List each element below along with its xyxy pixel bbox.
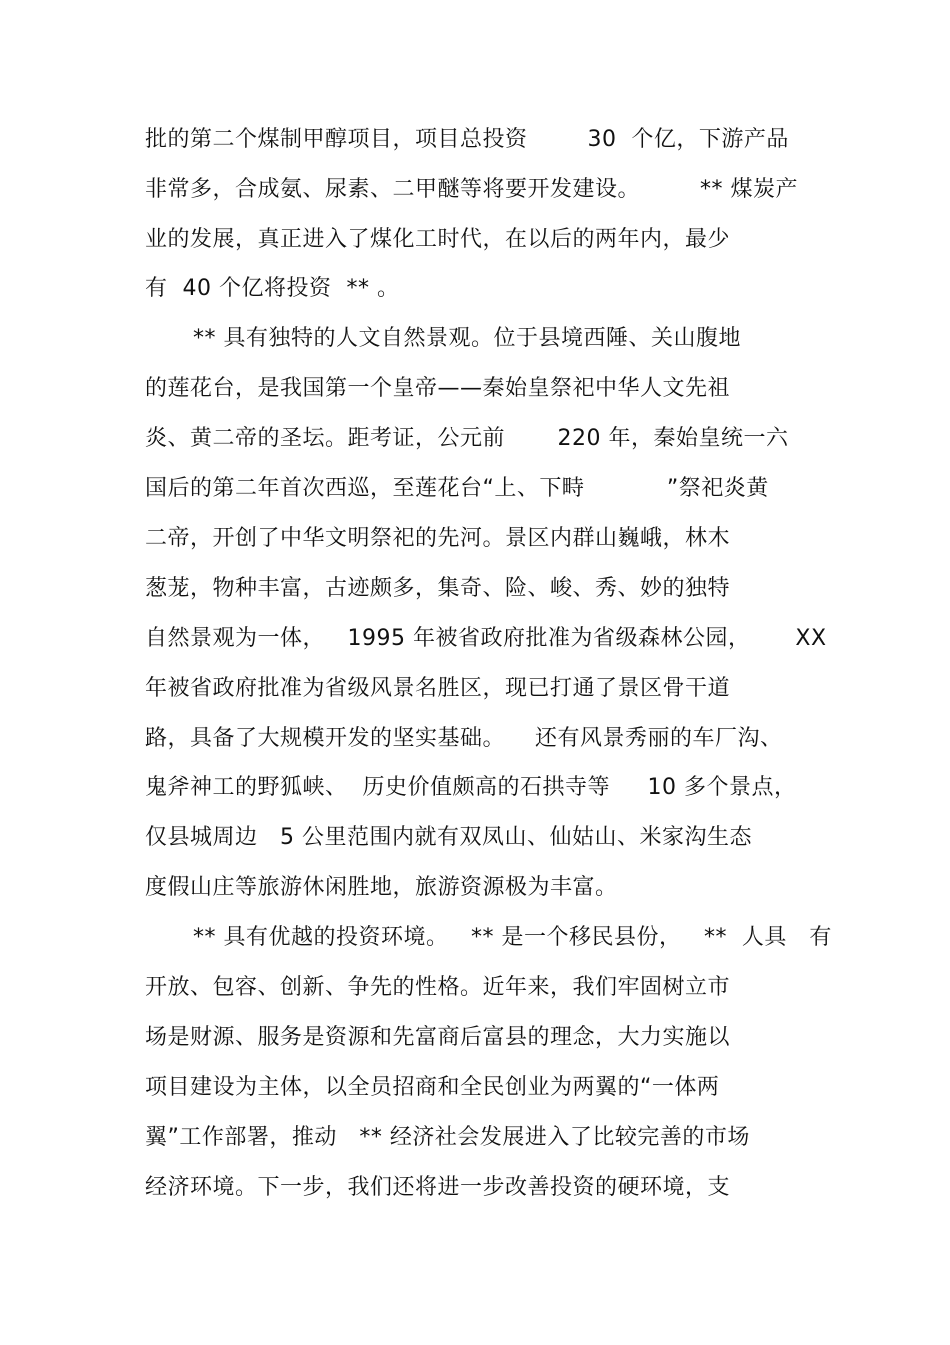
text-line: 经济环境。下一步，我们还将进一步改善投资的硬环境，支 — [145, 1175, 731, 1200]
text-line: 度假山庄等旅游休闲胜地，旅游资源极为丰富。 — [145, 875, 618, 900]
text-line: 的莲花台，是我国第一个皇帝——秦始皇祭祀中华人文先祖 — [145, 376, 731, 401]
text-line: 批的第二个煤制甲醇项目，项目总投资 30 个亿，下游产品 — [145, 127, 789, 152]
text-line: 炎、黄二帝的圣坛。距考证，公元前 220 年，秦始皇统一六 — [145, 426, 789, 451]
text-line: 有 40 个亿将投资 ** 。 — [145, 276, 400, 301]
text-line: 年被省政府批准为省级风景名胜区，现已打通了景区骨干道 — [145, 676, 731, 701]
text-line: 鬼斧神工的野狐峡、 历史价值颇高的石拱寺等 10 多个景点， — [145, 775, 797, 800]
text-line: 翼”工作部署，推动 ** 经济社会发展进入了比较完善的市场 — [145, 1125, 750, 1150]
text-line: 自然景观为一体， 1995 年被省政府批准为省级森林公园， XX — [145, 626, 827, 651]
text-line: 业的发展，真正进入了煤化工时代，在以后的两年内，最少 — [145, 227, 731, 252]
text-line: 路，具备了大规模开发的坚实基础。 还有风景秀丽的车厂沟、 — [145, 726, 783, 751]
text-line: 国后的第二年首次西巡，至莲花台“上、下畤 ”祭祀炎黄 — [145, 476, 769, 501]
text-line: 场是财源、服务是资源和先富商后富县的理念，大力实施以 — [145, 1025, 731, 1050]
text-line: 仅县城周边 5 公里范围内就有双凤山、仙姑山、米家沟生态 — [145, 825, 752, 850]
paragraph-start-line: ** 具有优越的投资环境。 ** 是一个移民县份， ** 人具 有 — [193, 925, 832, 950]
paragraph-start-line: ** 具有独特的人文自然景观。位于县境西陲、关山腹地 — [193, 326, 741, 351]
text-line: 非常多，合成氨、尿素、二甲醚等将要开发建设。 ** 煤炭产 — [145, 177, 798, 202]
text-line: 项目建设为主体，以全员招商和全民创业为两翼的“一体两 — [145, 1075, 720, 1100]
text-line: 开放、包容、创新、争先的性格。近年来，我们牢固树立市 — [145, 975, 731, 1000]
text-line: 葱茏，物种丰富，古迹颇多，集奇、险、峻、秀、妙的独特 — [145, 576, 731, 601]
text-line: 二帝，开创了中华文明祭祀的先河。景区内群山巍峨，林木 — [145, 526, 731, 551]
